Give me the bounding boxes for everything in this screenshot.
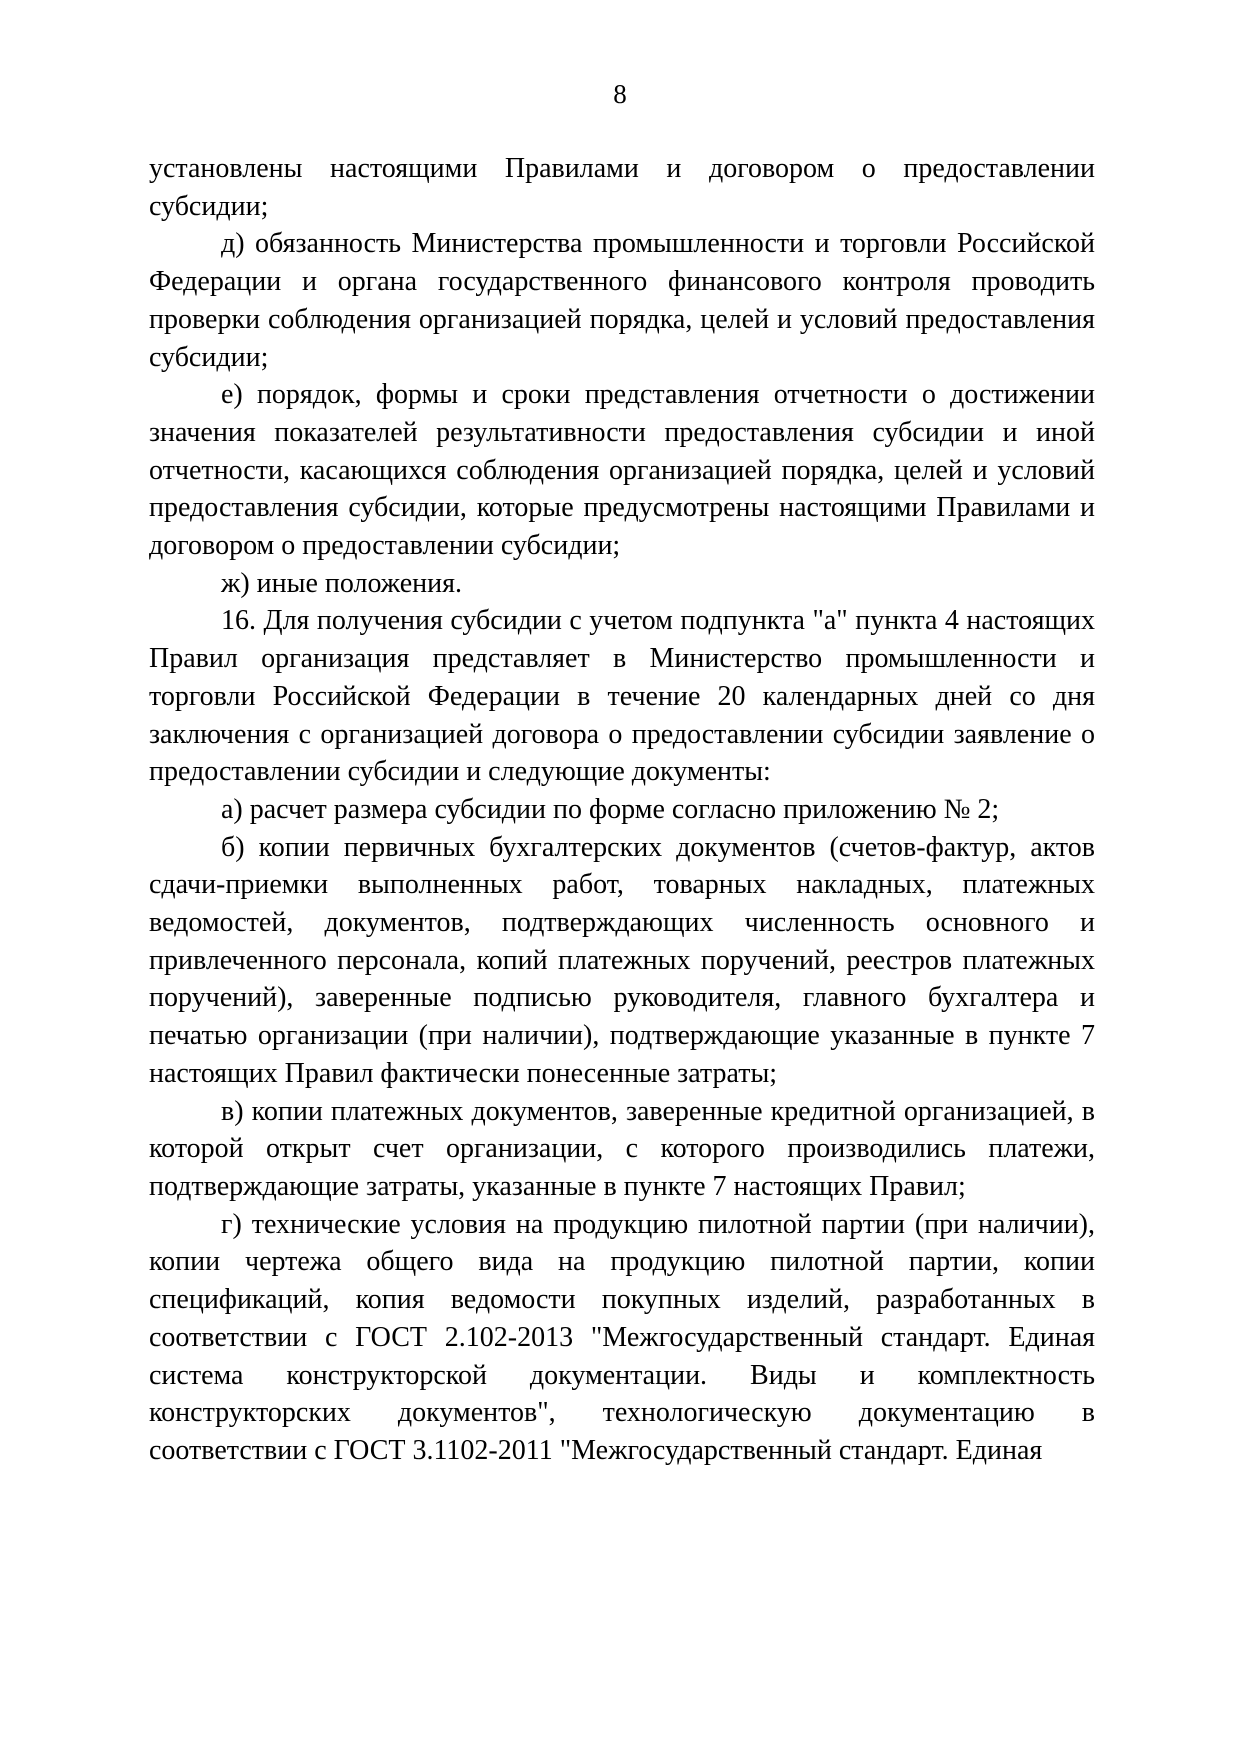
paragraph-item-zh: ж) иные положения. bbox=[221, 567, 463, 599]
paragraph-item-d: д) обязанность Министерства промышленности и торговли Российской Федерации и органа государственного финансового контроля проводить проверки соблюдения организацией порядка, целей и условий предоставления субсидии; bbox=[149, 228, 1095, 373]
paragraph-continuation: установлены настоящими Правилами и договором о предоставлении субсидии; bbox=[149, 153, 1095, 222]
paragraph-clause-16: 16. Для получения субсидии с учетом подпункта "а" пункта 4 настоящих Правил организация представляет в Министерство промышленности и торговли Российской Федерации в течение 20 календарных дней со дня заключения с организацией договора о предоставлении субсидии заявление о предоставлении субсидии и следующие документы: bbox=[149, 605, 1095, 788]
paragraph-item-a: а) расчет размера субсидии по форме согласно приложению № 2; bbox=[221, 793, 1000, 825]
document-body bbox=[149, 150, 1095, 1470]
page-number: 8 bbox=[613, 79, 627, 109]
paragraph-item-b: б) копии первичных бухгалтерских документов (счетов-фактур, актов сдачи-приемки выполненных работ, товарных накладных, платежных ведомостей, документов, подтверждающих численность основного и привлеченного персонала, копий платежных поручений, реестров платежных поручений), заверенные подписью руководителя, главного бухгалтера и печатью организации (при наличии), подтверждающие указанные в пункте 7 настоящих Правил фактически понесенные затраты; bbox=[149, 831, 1095, 1089]
paragraph-item-e: е) порядок, формы и сроки представления отчетности о достижении значения показателей результативности предоставления субсидии и иной отчетности, касающихся соблюдения организацией порядка, целей и условий предоставления субсидии, которые предусмотрены настоящими Правилами и договором о предоставлении субсидии; bbox=[149, 379, 1095, 562]
paragraph-item-v: в) копии платежных документов, заверенные кредитной организацией, в которой открыт счет организации, с которого производились платежи, подтверждающие затраты, указанные в пункте 7 настоящих Правил; bbox=[149, 1095, 1095, 1202]
paragraph-item-g: г) технические условия на продукцию пилотной партии (при наличии), копии чертежа общего вида на продукцию пилотной партии, копии спецификаций, копия ведомости покупных изделий, разработанных в соответствии с ГОСТ 2.102-2013 "Межгосударственный стандарт. Единая система конструкторской документации. Виды и комплектность конструкторских документов", технологическую документацию в соответствии с ГОСТ 3.1102-2011 "Межгосударственный стандарт. Единая bbox=[149, 1208, 1095, 1466]
